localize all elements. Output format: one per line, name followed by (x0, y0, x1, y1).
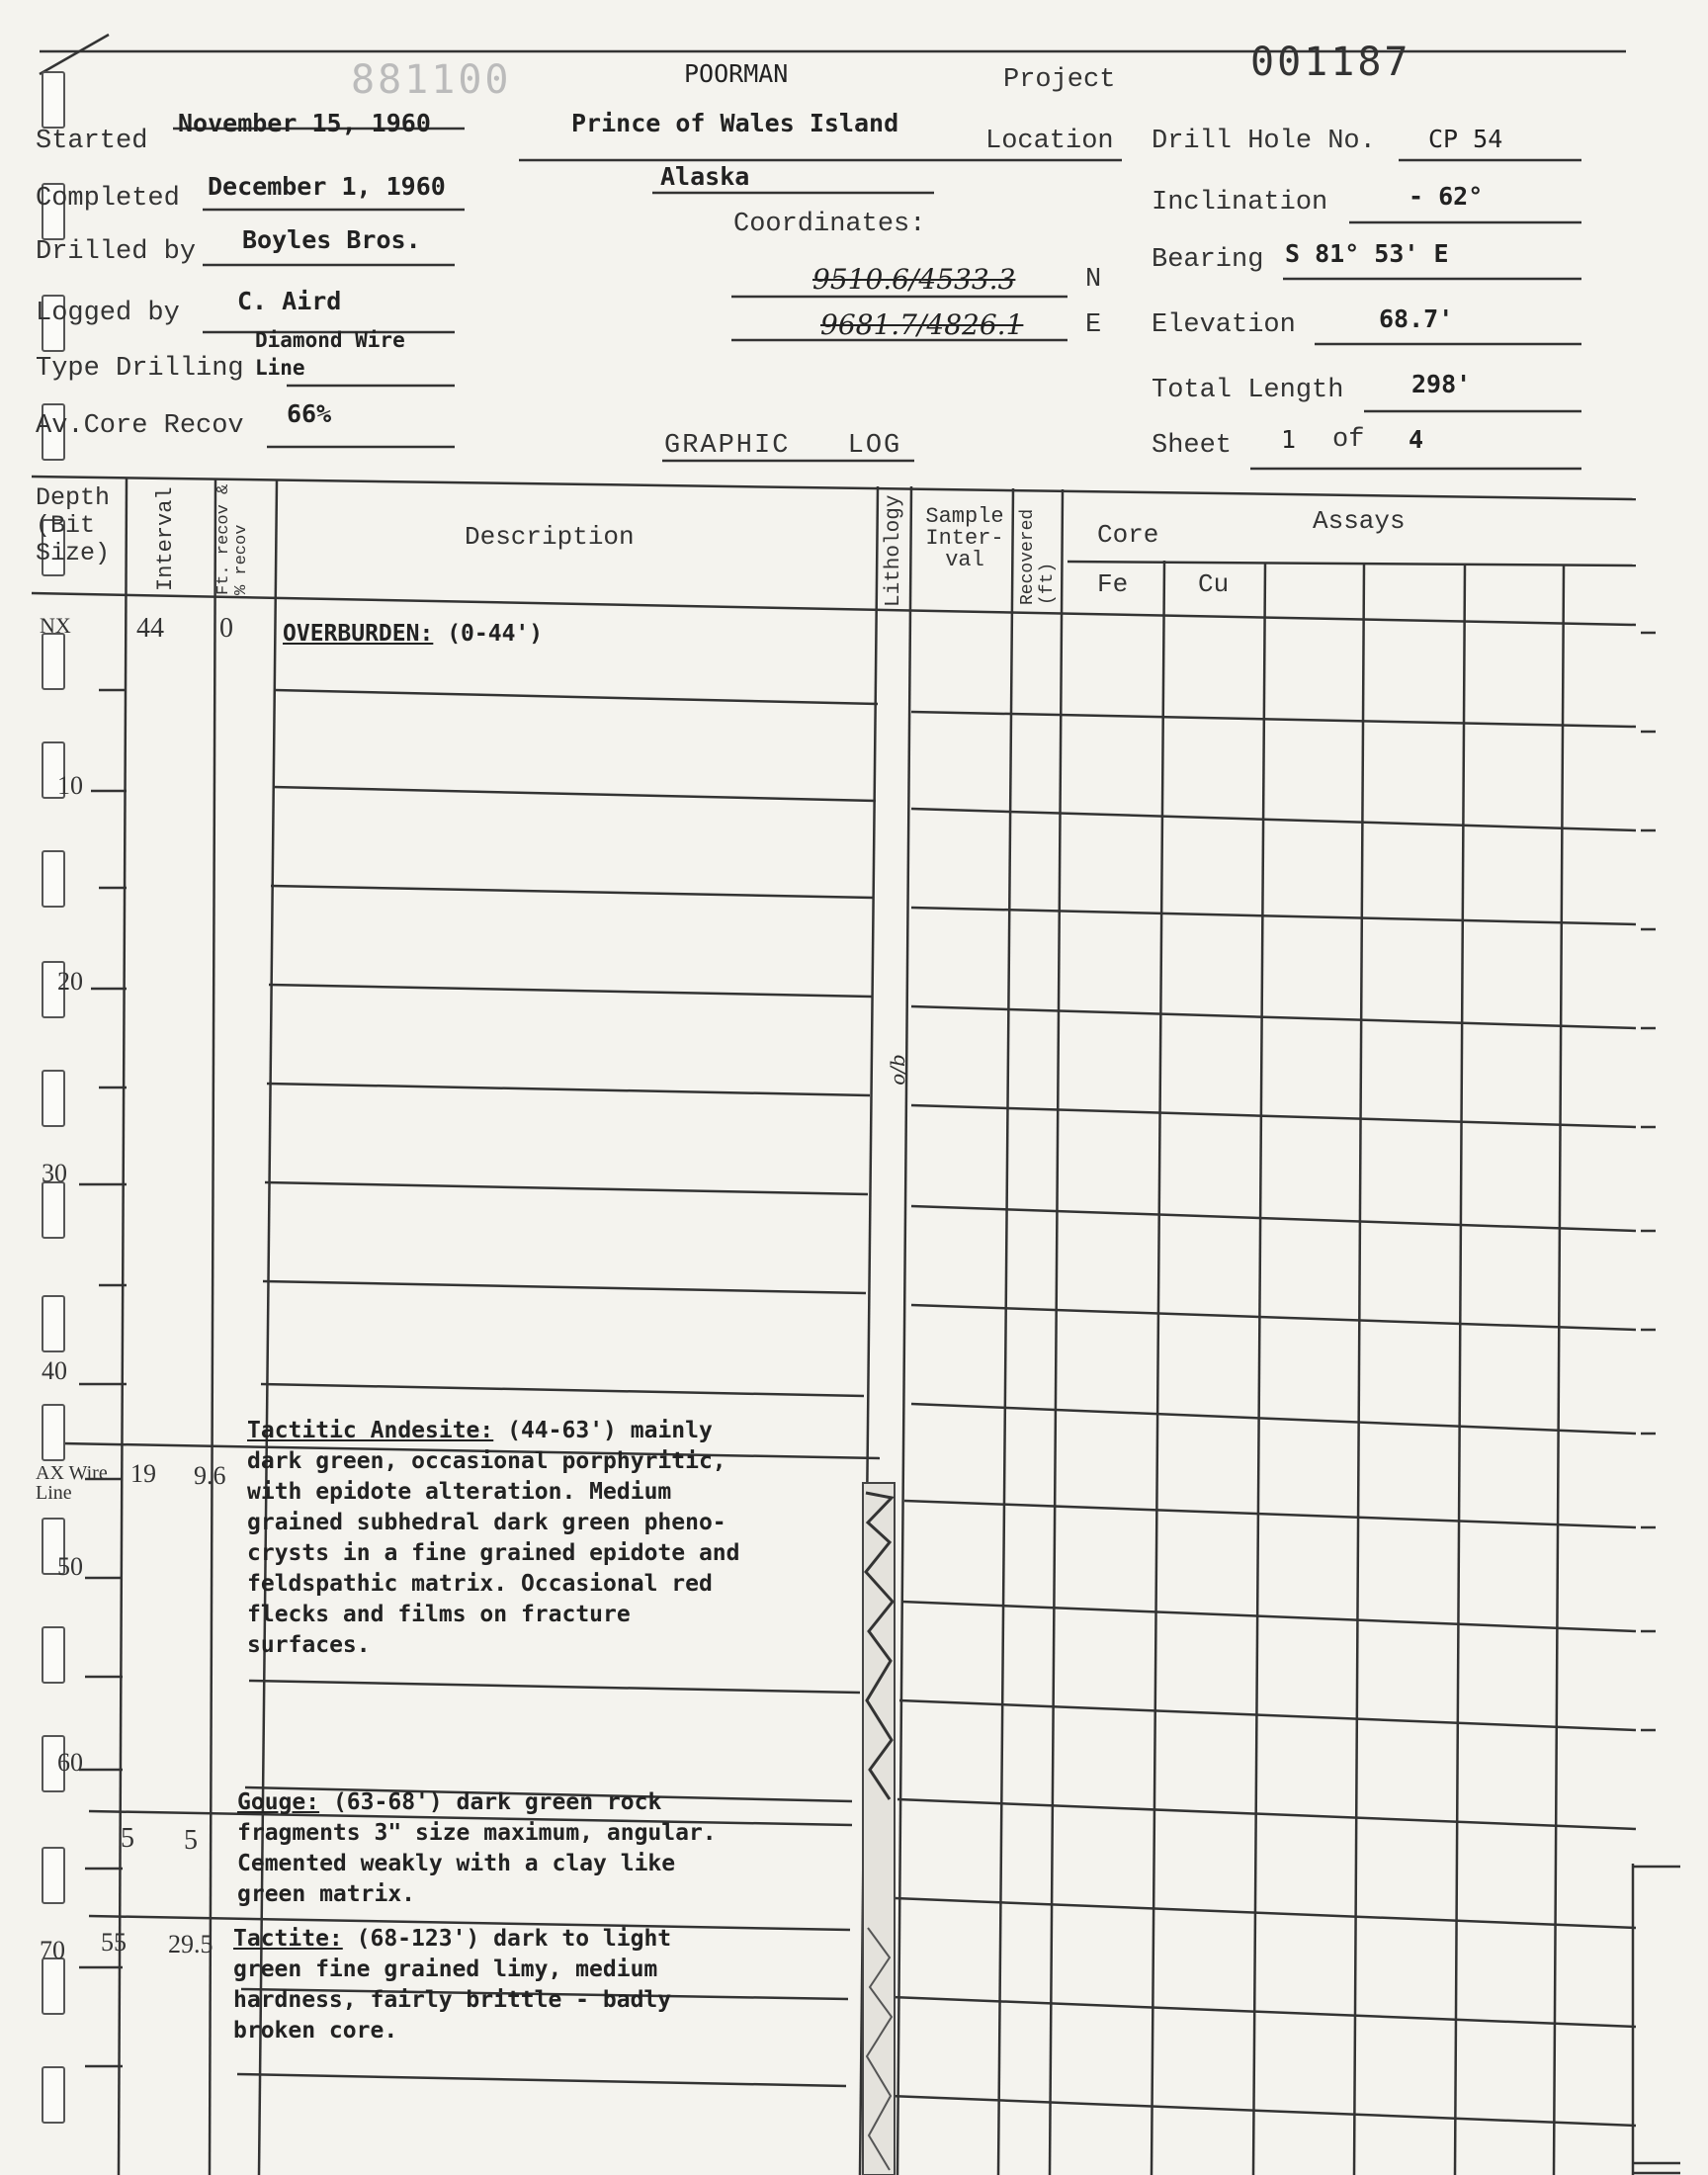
description-line: green fine grained limy, medium (233, 1957, 658, 1982)
header-description: Description (465, 522, 635, 552)
interval-value: 19 (130, 1459, 156, 1488)
depth-mark-70: 70 (40, 1936, 65, 1964)
description-line: broken core. (233, 2018, 398, 2044)
depth-mark-50: 50 (57, 1552, 83, 1581)
interval-value: 5 (121, 1823, 134, 1854)
binder-hole (42, 850, 65, 908)
header-sample-interval: Sample Inter-val (925, 504, 1004, 572)
drilled-by-value: Boyles Bros. (242, 225, 421, 254)
description-line: feldspathic matrix. Occasional red (247, 1571, 713, 1597)
bit-size-nx: NX (40, 613, 71, 638)
description-entry (283, 619, 543, 650)
location-label: Location (985, 127, 1114, 156)
interval-value: 44 (136, 613, 164, 644)
recovery-value: 9.6 (194, 1461, 226, 1490)
binder-hole (42, 2066, 65, 2124)
description-title: Tactite: (233, 1926, 343, 1952)
description-range: (0-44') (447, 621, 544, 647)
sheet-label: Sheet (1152, 431, 1233, 461)
description-title: Gouge: (237, 1789, 320, 1815)
binder-hole (42, 633, 65, 690)
description-line: dark green rock (456, 1789, 662, 1815)
description-line: grained subhedral dark green pheno- (247, 1510, 726, 1535)
location-line1: Prince of Wales Island (571, 109, 899, 137)
header-interval: Interval (153, 486, 178, 591)
drilled-by-label: Drilled by (36, 237, 197, 267)
inclination-label: Inclination (1152, 188, 1328, 218)
started-label: Started (36, 127, 148, 156)
header-recovery: Ft. recov & % recov (214, 483, 251, 595)
bit-size-ax: AX Wire Line (36, 1462, 108, 1504)
header-fe: Fe (1097, 569, 1129, 599)
description-range: (63-68') (332, 1789, 443, 1815)
description-line: dark to light (493, 1926, 672, 1952)
total-length-label: Total Length (1152, 376, 1344, 405)
started-value: November 15, 1960 (178, 109, 431, 137)
type-drilling-value: Diamond Wire Line (255, 328, 405, 380)
completed-label: Completed (36, 184, 180, 214)
description-title: OVERBURDEN: (283, 621, 434, 647)
depth-mark-20: 20 (57, 967, 83, 996)
coord-e-suffix: E (1085, 310, 1102, 340)
description-range: (44-63') (507, 1418, 617, 1443)
description-line: fragments 3" size maximum, angular. (237, 1820, 717, 1846)
lithology-mark-ob: o/b (885, 1054, 909, 1086)
header-assays: Assays (1313, 506, 1406, 536)
description-line: dark green, occasional porphyritic, (247, 1448, 726, 1474)
description-line: Cemented weakly with a clay like (237, 1851, 676, 1876)
binder-hole (42, 1295, 65, 1352)
description-entry (247, 1416, 740, 1661)
recovery-value: 5 (184, 1825, 198, 1856)
sheet-total: 4 (1409, 425, 1424, 454)
description-line: crysts in a fine grained epidote and (247, 1540, 740, 1566)
binder-hole (42, 1181, 65, 1239)
depth-mark-30: 30 (42, 1159, 67, 1187)
type-drilling-label: Type Drilling (36, 354, 244, 384)
depth-mark-10: 10 (57, 771, 83, 800)
binder-hole (42, 1847, 65, 1904)
project-label: Project (1003, 65, 1116, 95)
inclination-value: - 62° (1409, 182, 1484, 211)
description-line: surfaces. (247, 1632, 371, 1658)
description-line: with epidote alteration. Medium (247, 1479, 672, 1505)
description-title: Tactitic Andesite: (247, 1418, 494, 1443)
sheet-of: of (1332, 425, 1365, 455)
description-line: green matrix. (237, 1881, 416, 1907)
total-length-value: 298' (1411, 370, 1472, 398)
sheet-number: 1 (1281, 425, 1297, 454)
description-entry (233, 1924, 671, 2046)
coord-e-value: 9681.7/4826.1 (820, 308, 1024, 341)
header-lithology: Lithology (883, 494, 905, 607)
core-recov-value: 66% (287, 399, 332, 428)
header-depth: Depth (Bit Size) (36, 483, 111, 567)
description-range: (68-123') (356, 1926, 480, 1952)
description-entry (237, 1787, 717, 1910)
bearing-label: Bearing (1152, 245, 1264, 275)
header-cu: Cu (1198, 569, 1230, 599)
elevation-label: Elevation (1152, 310, 1296, 340)
description-line: mainly (630, 1418, 713, 1443)
description-line: flecks and films on fracture (247, 1602, 631, 1627)
faded-doc-number: 881100 (351, 57, 512, 103)
depth-mark-40: 40 (42, 1356, 67, 1385)
logged-by-value: C. Aird (237, 287, 342, 315)
graphic-log-title: GRAPHIC LOG (664, 431, 902, 461)
interval-value: 55 (101, 1928, 127, 1957)
depth-mark-60: 60 (57, 1748, 83, 1777)
drill-hole-value: CP 54 (1428, 125, 1503, 153)
lithology-core-strip (863, 1483, 895, 2175)
elevation-value: 68.7' (1379, 304, 1454, 333)
recovery-value: 29.5 (168, 1930, 214, 1958)
binder-hole (42, 1070, 65, 1127)
description-line: hardness, fairly brittle - badly (233, 1987, 672, 2013)
logged-by-label: Logged by (36, 299, 180, 328)
completed-value: December 1, 1960 (208, 172, 446, 201)
bearing-value: S 81° 53' E (1285, 239, 1449, 268)
coordinates-label: Coordinates: (733, 210, 926, 239)
binder-hole (42, 1626, 65, 1684)
project-value: POORMAN (684, 59, 789, 88)
coord-n-value: 9510.6/4533.3 (812, 263, 1016, 296)
coord-n-suffix: N (1085, 265, 1102, 295)
binder-hole (42, 71, 65, 129)
binder-hole (42, 1958, 65, 2015)
drill-hole-label: Drill Hole No. (1152, 127, 1376, 156)
binder-hole (42, 1404, 65, 1461)
header-core: Core (1097, 520, 1159, 550)
recovery-value: 0 (219, 613, 233, 644)
doc-number: 001187 (1250, 40, 1411, 85)
header-recovered: Recovered (ft) (1018, 508, 1058, 605)
core-recov-label: Av.Core Recov (36, 411, 244, 441)
location-line2: Alaska (660, 162, 750, 191)
